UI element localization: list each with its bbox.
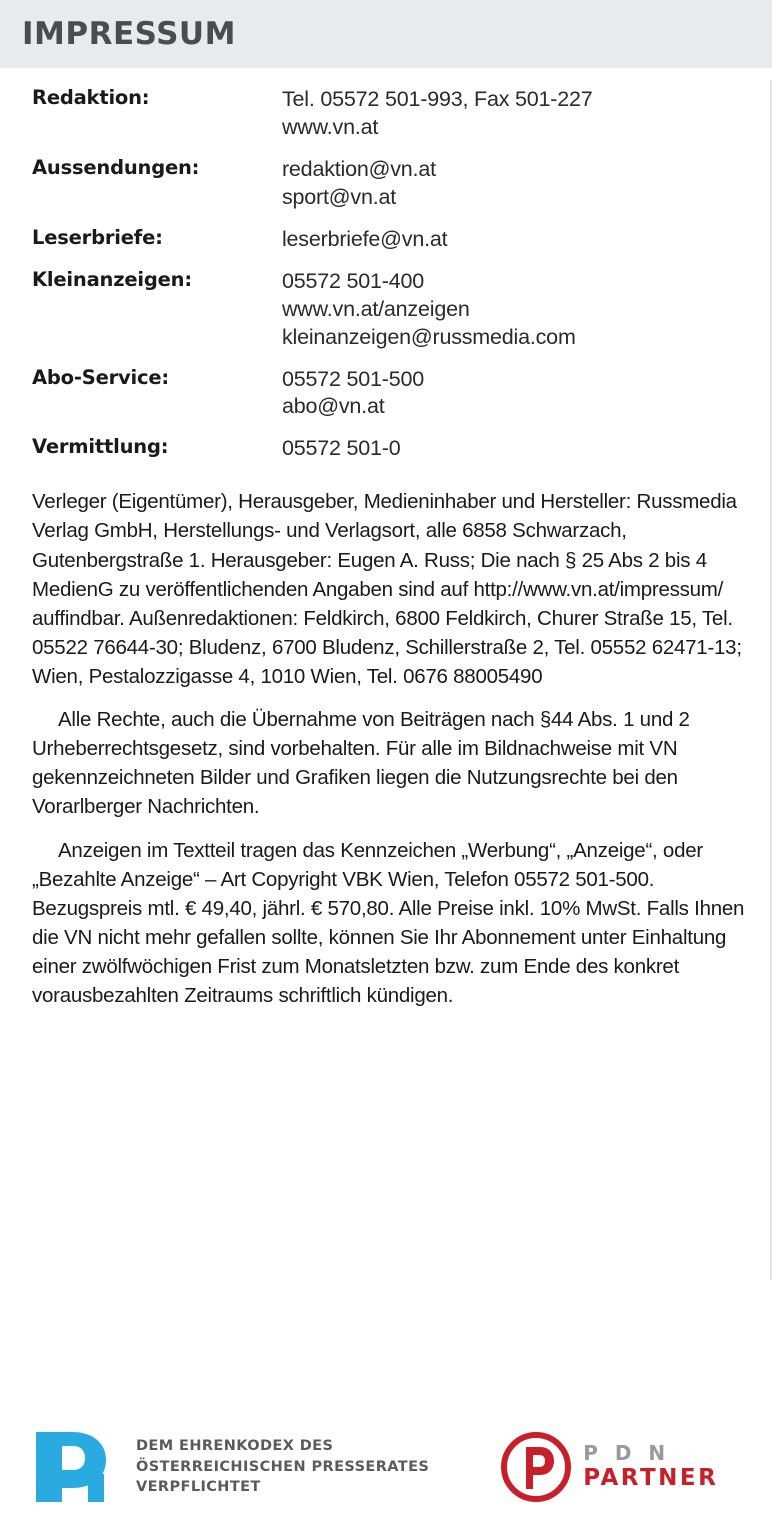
pdn-p-circle-icon <box>499 1430 573 1504</box>
contact-value[interactable]: abo@vn.at <box>281 394 385 419</box>
contact-label: Kleinanzeigen: <box>32 267 192 291</box>
contact-values <box>282 156 746 226</box>
imprint-text <box>32 487 746 1010</box>
contact-value[interactable]: www.vn.at/anzeigen <box>281 296 470 321</box>
contact-label: Redaktion: <box>32 86 150 109</box>
presserat-text <box>136 1436 429 1498</box>
contact-label: Abo-Service: <box>32 365 170 389</box>
contact-label: Aussendungen: <box>32 155 200 179</box>
imprint-paragraph-publisher: Verleger (Eigentümer), Herausgeber, Medieninhaber und Hersteller: Russmedia Verlag GmbH, Herstellungs- und Verlagsort, alle 6858 Schwarzach, Gutenbergstraße 1. Herausgeber: Eugen A. Russ; Die nach § 25 Abs 2 bis 4 MedienG zu veröffentlichenden Angaben sind auf http://www.vn.at/impressum/ auffindbar. Außenredaktionen: Feldkirch, 6800 Feldkirch, Churer Straße 15, Tel. 05522 76644-30; Bludenz, 6700 Bludenz, Schillerstraße 2, Tel. 05552 62471-13; Wien, Pestalozzigasse 4, 1010 Wien, Tel. 0676 88005490 <box>32 490 742 688</box>
presserat-logo <box>32 1428 429 1506</box>
table-row <box>32 156 746 226</box>
contact-value: Tel. 05572 501-993, Fax 501-227 <box>281 87 593 111</box>
presserat-line-2: ÖSTERREICHISCHEN PRESSERATES <box>136 1458 430 1475</box>
page-header <box>0 0 772 68</box>
page-content <box>0 68 772 1010</box>
contact-table <box>32 86 746 477</box>
pdn-line-bottom: PARTNER <box>583 1465 719 1492</box>
contact-label: Leserbriefe: <box>32 225 163 249</box>
contact-value[interactable]: www.vn.at <box>281 114 379 139</box>
contact-value: 05572 501-0 <box>281 436 401 461</box>
table-row <box>32 86 746 156</box>
contact-values <box>282 268 746 366</box>
table-row <box>32 366 746 436</box>
contact-values <box>282 86 746 156</box>
pdn-line-top: P D N <box>583 1441 671 1466</box>
pdn-text <box>583 1442 718 1491</box>
table-row <box>32 268 746 366</box>
contact-label: Vermittlung: <box>32 435 169 459</box>
contact-value: 05572 501-500 <box>281 366 425 391</box>
table-row <box>32 226 746 268</box>
imprint-paragraph-advertising: Anzeigen im Textteil tragen das Kennzeichen „Werbung“, „Anzeige“, oder „Bezahlte Anzeige“ – Art Copyright VBK Wien, Telefon 05572 501-500. Bezugspreis mtl. € 49,40, jährl. € 570,80. Alle Preise inkl. 10% MwSt. Falls Ihnen die VN nicht mehr gefallen sollte, können Sie Ihr Abonnement unter Einhaltung einer zwölfwöchigen Frist zum Monatsletzten bzw. zum Ende des konkret vorausbezahlten Zeitraums schriftlich kündigen. <box>32 838 745 1008</box>
table-row <box>32 435 746 477</box>
contact-value[interactable]: leserbriefe@vn.at <box>281 226 448 251</box>
contact-value[interactable]: redaktion@vn.at <box>281 156 436 181</box>
pdn-partner-logo <box>499 1430 718 1504</box>
contact-values <box>282 226 746 268</box>
presserat-line-1: DEM EHRENKODEX DES <box>136 1438 334 1455</box>
page-title: IMPRESSUM <box>22 16 236 52</box>
presserat-line-3: VERPFLICHTET <box>136 1479 261 1496</box>
contact-value[interactable]: sport@vn.at <box>281 184 397 209</box>
contact-value: 05572 501-400 <box>281 268 425 293</box>
contact-values <box>282 366 746 436</box>
imprint-paragraph-rights: Alle Rechte, auch die Übernahme von Beiträgen nach §44 Abs. 1 und 2 Urheberrechtsgesetz, sind vorbehalten. Für alle im Bildnachweise mit VN gekennzeichneten Bilder und Grafiken liegen die Nutzungsrechte bei den Vorarlberger Nachrichten. <box>32 708 690 819</box>
footer-logos <box>32 1428 746 1506</box>
contact-values <box>282 435 746 477</box>
presserat-p-icon <box>32 1428 120 1506</box>
contact-value[interactable]: kleinanzeigen@russmedia.com <box>281 324 576 349</box>
